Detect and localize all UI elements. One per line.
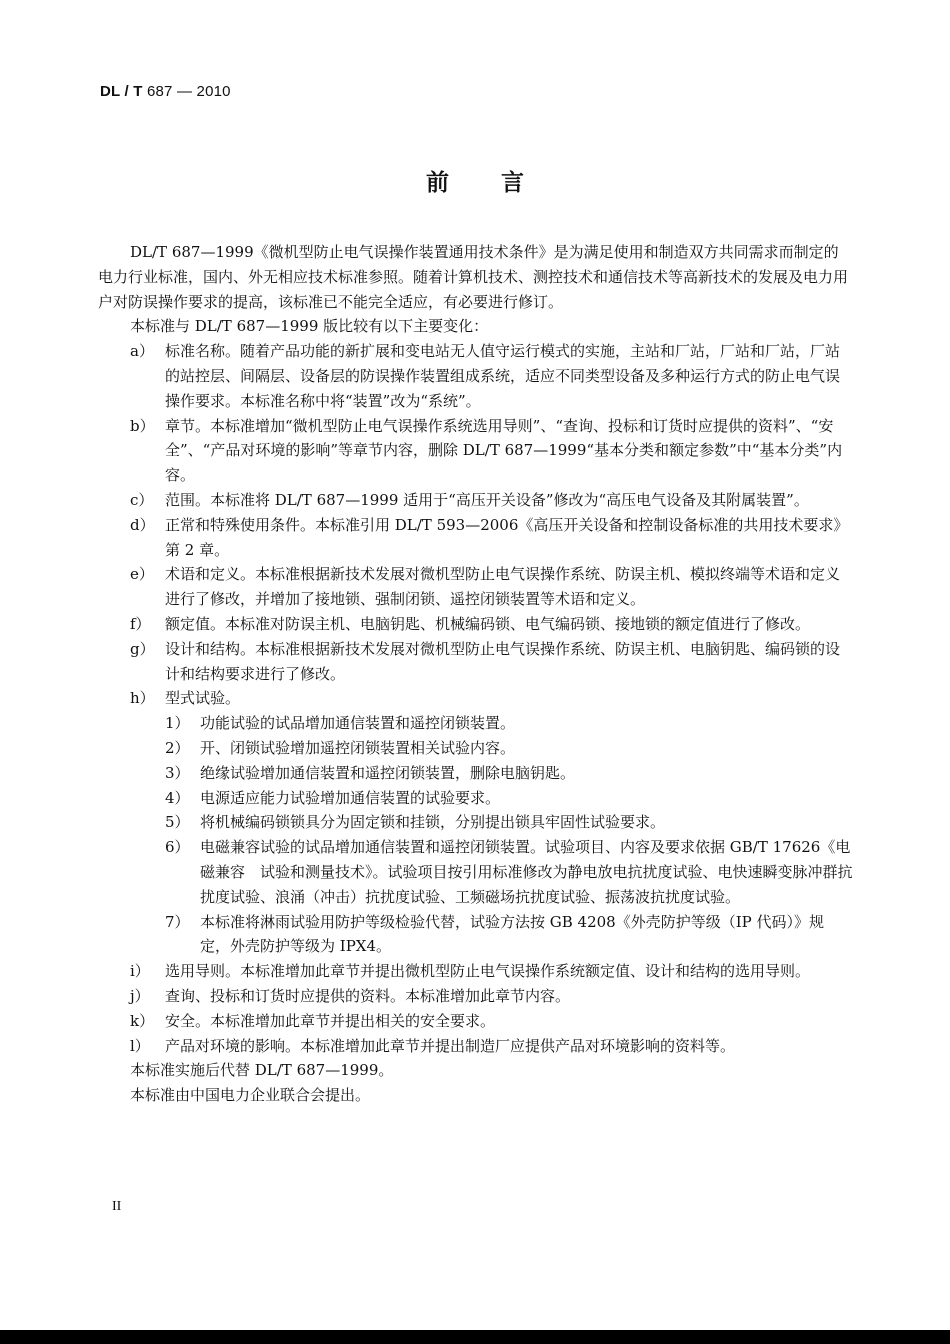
list-item [98, 959, 853, 984]
code-prefix: DL / T [100, 83, 143, 100]
item-text: 术语和定义。本标准根据新技术发展对微机型防止电气误操作系统、防误主机、模拟终端等术语和定义进行了修改，并增加了接地锁、强制闭锁、遥控闭锁装置等术语和定义。 [165, 565, 841, 609]
item-label: a） [130, 342, 154, 361]
sub-list-item [165, 711, 853, 736]
list-item [98, 339, 853, 413]
item-text: 型式试验。 [165, 689, 241, 708]
list-item [98, 686, 853, 711]
subitem-label: 4） [165, 788, 190, 807]
sub-list-item [165, 786, 853, 811]
item-text: 查询、投标和订货时应提供的资料。本标准增加此章节内容。 [165, 986, 571, 1005]
subitem-label: 3） [165, 763, 190, 782]
list-item [98, 488, 853, 513]
subitem-text: 功能试验的试品增加通信装置和遥控闭锁装置。 [200, 714, 516, 733]
subitem-label: 1） [165, 714, 190, 733]
intro-paragraph: DL/T 687—1999《微机型防止电气误操作装置通用技术条件》是为满足使用和制造双方共同需求而制定的电力行业标准，国内、外无相应技术标准参照。随着计算机技术、测控技术和通信技术等高新技术的发展及电力用户对防误操作要求的提高，该标准已不能完全适应，有必要进行修订。 [98, 243, 849, 311]
page-number: II [112, 1199, 122, 1214]
list-item [98, 562, 853, 612]
code-number: 687 — 2010 [146, 83, 231, 100]
subitem-label: 2） [165, 738, 190, 757]
page-title: 前言 [426, 170, 576, 196]
item-label: e） [130, 565, 154, 584]
list-item [98, 513, 853, 563]
foreword-body [98, 240, 853, 1108]
list-item [98, 637, 853, 687]
item-label: h） [130, 689, 155, 708]
item-text: 标准名称。随着产品功能的新扩展和变电站无人值守运行模式的实施，主站和厂站，厂站和厂站，厂站的站控层、间隔层、设备层的防误操作装置组成系统，适应不同类型设备及多种运行方式的防止电气误操作要求。本标准名称中将“装置”改为“系统”。 [165, 342, 841, 410]
item-text: 额定值。本标准对防误主机、电脑钥匙、机械编码锁、电气编码锁、接地锁的额定值进行了修改。 [165, 614, 811, 633]
list-item [98, 1034, 853, 1059]
item-label: b） [130, 416, 155, 435]
item-label: d） [130, 515, 155, 534]
subitem-text: 开、闭锁试验增加遥控闭锁装置相关试验内容。 [200, 738, 516, 757]
subitem-text: 将机械编码锁锁具分为固定锁和挂锁，分别提出锁具牢固性试验要求。 [200, 813, 666, 832]
list-item [98, 984, 853, 1009]
subitem-label: 7） [165, 912, 190, 931]
sub-list-item [165, 835, 853, 909]
item-text: 正常和特殊使用条件。本标准引用 DL/T 593—2006《高压开关设备和控制设备标准的共用技术要求》第 2 章。 [165, 515, 849, 559]
item-text: 选用导则。本标准增加此章节并提出微机型防止电气误操作系统额定值、设计和结构的选用导则。 [165, 962, 811, 981]
subitem-text: 电磁兼容试验的试品增加通信装置和遥控闭锁装置。试验项目、内容及要求依据 GB/T 17626《电磁兼容 试验和测量技术》。试验项目按引用标准修改为静电放电抗扰度试验、电快速瞬变脉冲群抗扰度试验、浪涌（冲击）抗扰度试验、工频磁场抗扰度试验、振荡波抗扰度试验。 [200, 838, 853, 906]
list-item [98, 414, 853, 488]
scan-bottom-edge [0, 1330, 950, 1344]
item-label: k） [130, 1011, 155, 1030]
item-label: g） [130, 639, 155, 658]
list-item [98, 612, 853, 637]
subitem-label: 5） [165, 813, 190, 832]
sub-list-item [165, 761, 853, 786]
subitem-text: 电源适应能力试验增加通信装置的试验要求。 [200, 788, 501, 807]
item-label: l） [130, 1036, 150, 1055]
subitem-label: 6） [165, 838, 190, 857]
item-label: f） [130, 614, 151, 633]
item-text: 设计和结构。本标准根据新技术发展对微机型防止电气误操作系统、防误主机、电脑钥匙、编码锁的设计和结构要求进行了修改。 [165, 639, 841, 683]
item-text: 范围。本标准将 DL/T 687—1999 适用于“高压开关设备”修改为“高压电气设备及其附属装置”。 [165, 490, 809, 509]
subitem-text: 绝缘试验增加通信装置和遥控闭锁装置，删除电脑钥匙。 [200, 763, 576, 782]
item-label: i） [130, 962, 150, 981]
item-text: 产品对环境的影响。本标准增加此章节并提出制造厂应提供产品对环境影响的资料等。 [165, 1036, 736, 1055]
item-label: c） [130, 490, 154, 509]
subitem-text: 本标准将淋雨试验用防护等级检验代替，试验方法按 GB 4208《外壳防护等级（IP 代码）》规定，外壳防护等级为 IPX4。 [200, 912, 825, 956]
closing-paragraph: 本标准实施后代替 DL/T 687—1999。 [130, 1061, 394, 1080]
sub-list-item [165, 736, 853, 761]
closing-paragraph: 本标准由中国电力企业联合会提出。 [130, 1086, 371, 1105]
item-text: 章节。本标准增加“微机型防止电气误操作系统选用导则”、“查询、投标和订货时应提供的资料”、“安全”、“产品对环境的影响”等章节内容，删除 DL/T 687—1999“基本分类和额定参数”中“基本分类”内容。 [165, 416, 843, 485]
item-label: j） [130, 986, 150, 1005]
intro-paragraph: 本标准与 DL/T 687—1999 版比较有以下主要变化： [130, 317, 489, 336]
list-item [98, 1009, 853, 1034]
sub-list-item [165, 810, 853, 835]
sub-list-item [165, 910, 853, 960]
document-code [100, 83, 231, 100]
item-text: 安全。本标准增加此章节并提出相关的安全要求。 [165, 1011, 496, 1030]
